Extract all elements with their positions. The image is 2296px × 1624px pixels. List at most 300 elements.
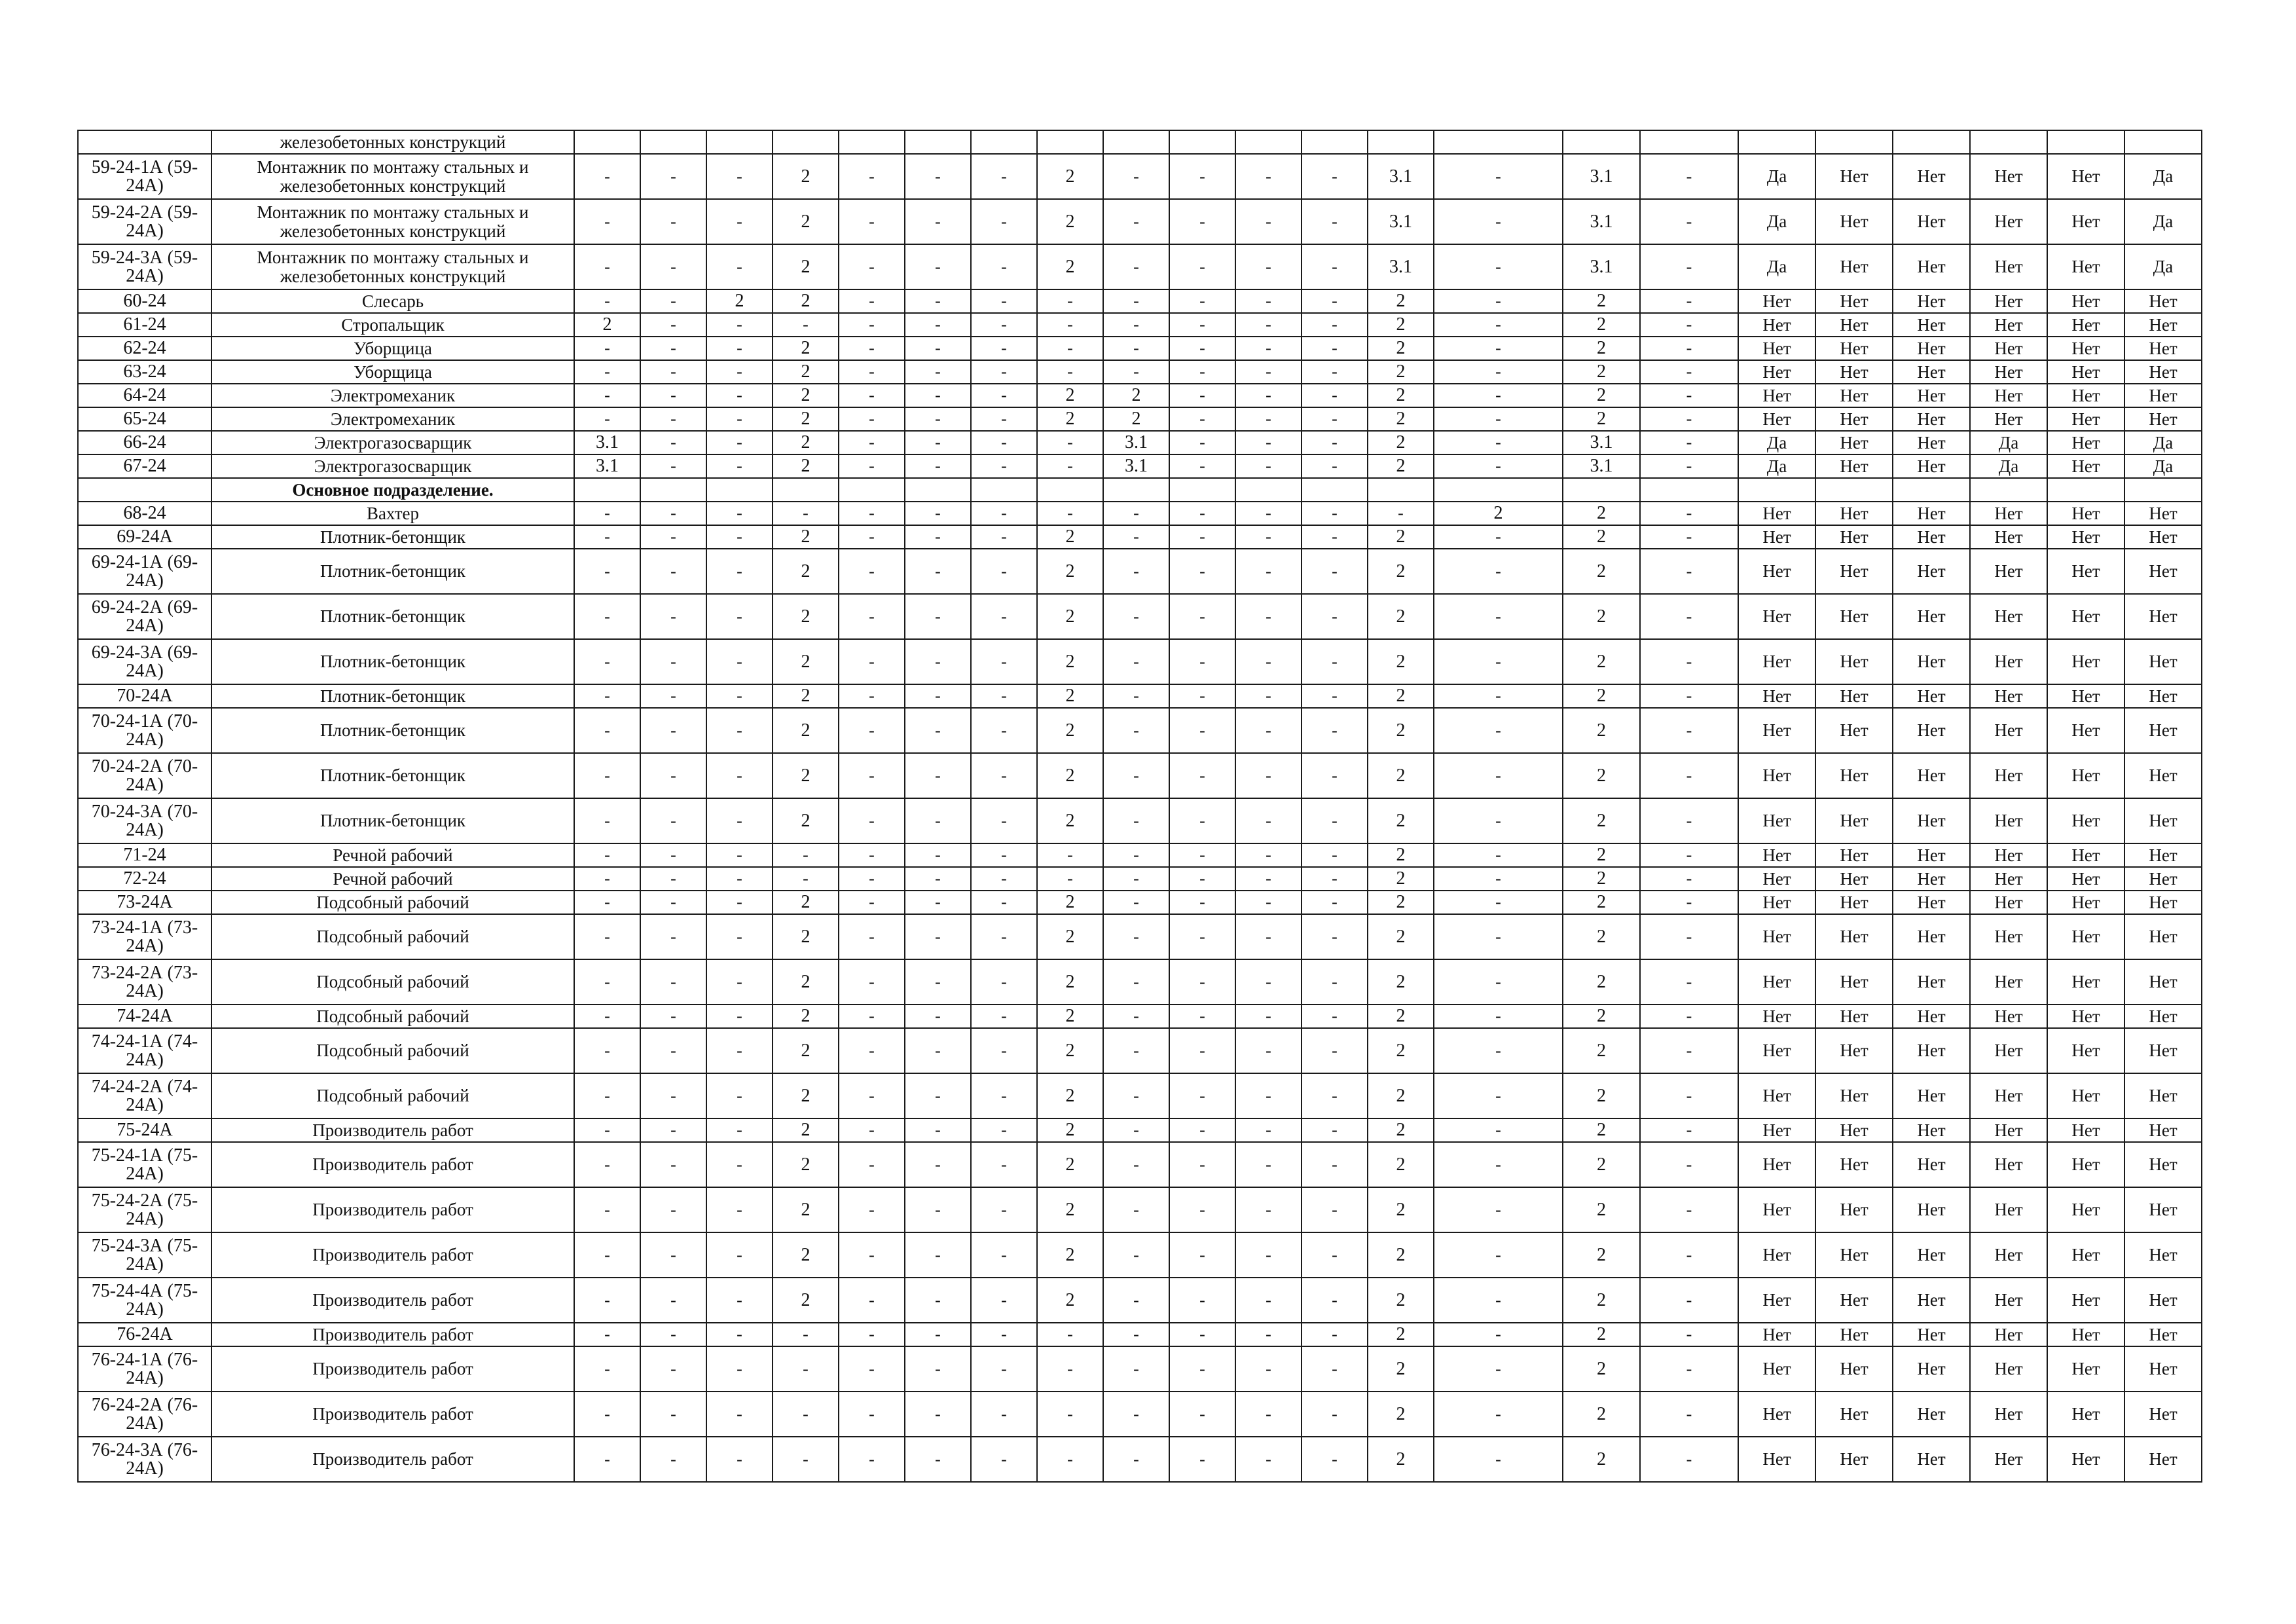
table-row [78, 594, 2202, 639]
yes-no-cell: Да [2124, 431, 2202, 454]
class-value-cell: - [1302, 708, 1368, 753]
class-value-cell: - [706, 1232, 773, 1278]
table-row [78, 199, 2202, 244]
yes-no-cell: Нет [1738, 313, 1815, 337]
class-value-cell: 2 [773, 1118, 839, 1142]
empty-cell [1563, 130, 1640, 154]
class-value-cell: 2 [1368, 384, 1434, 407]
yes-no-cell: Нет [1738, 337, 1815, 360]
workplace-code-cell: 75-24А [78, 1118, 211, 1142]
class-value-cell: 2 [1563, 843, 1640, 867]
class-value-cell: 2 [1434, 502, 1563, 525]
yes-no-cell: Нет [2124, 337, 2202, 360]
class-value-cell: 2 [1563, 337, 1640, 360]
class-value-cell: 2 [1037, 1278, 1103, 1323]
class-value-cell: - [1103, 684, 1169, 708]
class-value-cell: 3.1 [1563, 244, 1640, 289]
class-value-cell: - [1235, 1232, 1302, 1278]
class-value-cell: - [1235, 639, 1302, 684]
workplace-code-cell: 62-24 [78, 337, 211, 360]
class-value-cell: 2 [1563, 1437, 1640, 1482]
class-value-cell: 2 [1037, 1028, 1103, 1073]
class-value-cell: - [905, 914, 971, 959]
class-value-cell: - [1235, 289, 1302, 313]
yes-no-cell: Нет [1970, 1118, 2047, 1142]
empty-cell [640, 130, 706, 154]
yes-no-cell: Да [2124, 454, 2202, 478]
yes-no-cell: Нет [1970, 313, 2047, 337]
yes-no-cell: Нет [1738, 798, 1815, 843]
yes-no-cell: Нет [1815, 454, 1893, 478]
class-value-cell: - [839, 914, 905, 959]
class-value-cell: 2 [1037, 1187, 1103, 1232]
class-value-cell: - [839, 549, 905, 594]
yes-no-cell: Нет [2124, 525, 2202, 549]
workplace-code-cell: 75-24-2А (75-24А) [78, 1187, 211, 1232]
class-value-cell: - [773, 502, 839, 525]
yes-no-cell: Нет [2124, 1187, 2202, 1232]
yes-no-cell: Нет [2124, 384, 2202, 407]
class-value-cell: 2 [1563, 1005, 1640, 1028]
class-value-cell: - [1235, 1118, 1302, 1142]
class-value-cell: 2 [1037, 407, 1103, 431]
class-value-cell: - [1103, 1028, 1169, 1073]
class-value-cell: - [640, 1346, 706, 1392]
class-value-cell: - [1169, 1392, 1235, 1437]
class-value-cell: - [1640, 1073, 1738, 1118]
yes-no-cell: Нет [2124, 1346, 2202, 1392]
table-row [78, 959, 2202, 1005]
class-value-cell: - [971, 1073, 1037, 1118]
class-value-cell: - [1434, 337, 1563, 360]
class-value-cell: - [905, 154, 971, 199]
yes-no-cell: Нет [1815, 639, 1893, 684]
yes-no-cell: Нет [2047, 525, 2124, 549]
class-value-cell: - [1169, 639, 1235, 684]
workplace-code-cell: 76-24-3А (76-24А) [78, 1437, 211, 1482]
class-value-cell: 2 [773, 244, 839, 289]
class-value-cell: - [905, 1278, 971, 1323]
yes-no-cell: Нет [1738, 289, 1815, 313]
class-value-cell: - [1640, 798, 1738, 843]
class-value-cell: - [1103, 1118, 1169, 1142]
class-value-cell: - [574, 384, 640, 407]
class-value-cell: 2 [1563, 1392, 1640, 1437]
class-value-cell: - [1302, 454, 1368, 478]
yes-no-cell: Нет [2047, 360, 2124, 384]
class-value-cell: - [971, 199, 1037, 244]
class-value-cell: - [1037, 337, 1103, 360]
class-value-cell: - [1640, 407, 1738, 431]
class-value-cell: 2 [1563, 1073, 1640, 1118]
empty-cell [574, 130, 640, 154]
empty-cell [1037, 130, 1103, 154]
yes-no-cell: Нет [1893, 244, 1970, 289]
class-value-cell: - [706, 959, 773, 1005]
class-value-cell: - [839, 244, 905, 289]
class-value-cell: - [1434, 154, 1563, 199]
table-row [78, 1437, 2202, 1482]
class-value-cell: 2 [1037, 639, 1103, 684]
workplace-assessment-table [77, 130, 2202, 1483]
position-name-cell: Производитель работ [211, 1187, 574, 1232]
yes-no-cell: Да [1970, 454, 2047, 478]
class-value-cell: - [1640, 843, 1738, 867]
class-value-cell: - [1640, 1437, 1738, 1482]
position-name-cell: Монтажник по монтажу стальных и железобетонных конструкций [211, 199, 574, 244]
class-value-cell: - [1169, 154, 1235, 199]
class-value-cell: - [1302, 684, 1368, 708]
yes-no-cell: Нет [1815, 1118, 1893, 1142]
table-row [78, 684, 2202, 708]
class-value-cell: - [1103, 867, 1169, 891]
class-value-cell: - [1302, 753, 1368, 798]
class-value-cell: 2 [773, 525, 839, 549]
class-value-cell: - [905, 1437, 971, 1482]
yes-no-cell: Нет [1815, 1028, 1893, 1073]
class-value-cell: - [1103, 337, 1169, 360]
class-value-cell: - [706, 1187, 773, 1232]
position-name-cell: Уборщица [211, 337, 574, 360]
yes-no-cell: Нет [2124, 1278, 2202, 1323]
class-value-cell: - [1169, 199, 1235, 244]
yes-no-cell: Нет [1815, 525, 1893, 549]
class-value-cell: - [971, 594, 1037, 639]
class-value-cell: - [905, 549, 971, 594]
yes-no-cell: Нет [1738, 753, 1815, 798]
class-value-cell: 2 [1037, 914, 1103, 959]
class-value-cell: 2 [1037, 525, 1103, 549]
class-value-cell: - [706, 843, 773, 867]
class-value-cell: - [1169, 1073, 1235, 1118]
class-value-cell: - [839, 867, 905, 891]
class-value-cell: - [1169, 798, 1235, 843]
yes-no-cell: Нет [1893, 753, 1970, 798]
class-value-cell: - [1434, 753, 1563, 798]
class-value-cell: - [1169, 1005, 1235, 1028]
table-row [78, 549, 2202, 594]
empty-cell [2124, 478, 2202, 502]
class-value-cell: - [839, 384, 905, 407]
class-value-cell: - [706, 1005, 773, 1028]
class-value-cell: - [1235, 798, 1302, 843]
workplace-code-cell: 59-24-1А (59-24А) [78, 154, 211, 199]
yes-no-cell: Нет [1970, 549, 2047, 594]
class-value-cell: 2 [1563, 1232, 1640, 1278]
class-value-cell: 2 [706, 289, 773, 313]
class-value-cell: - [1640, 384, 1738, 407]
yes-no-cell: Нет [1738, 1028, 1815, 1073]
class-value-cell: - [640, 1232, 706, 1278]
class-value-cell: 2 [773, 914, 839, 959]
yes-no-cell: Нет [1893, 1187, 1970, 1232]
position-name-cell: Речной рабочий [211, 867, 574, 891]
yes-no-cell: Нет [1815, 199, 1893, 244]
class-value-cell: 3.1 [1368, 244, 1434, 289]
yes-no-cell: Нет [2124, 708, 2202, 753]
class-value-cell: - [706, 1028, 773, 1073]
class-value-cell: - [1302, 502, 1368, 525]
position-name-cell: Плотник-бетонщик [211, 798, 574, 843]
class-value-cell: - [1302, 1187, 1368, 1232]
class-value-cell: - [971, 1142, 1037, 1187]
class-value-cell: 2 [1368, 1437, 1434, 1482]
yes-no-cell: Нет [2124, 753, 2202, 798]
class-value-cell: - [1302, 867, 1368, 891]
class-value-cell: - [971, 313, 1037, 337]
yes-no-cell: Нет [2047, 1278, 2124, 1323]
position-name-cell: Монтажник по монтажу стальных и железобетонных конструкций [211, 244, 574, 289]
class-value-cell: - [1103, 891, 1169, 914]
class-value-cell: - [1235, 1323, 1302, 1346]
yes-no-cell: Нет [1815, 684, 1893, 708]
class-value-cell: - [1235, 244, 1302, 289]
class-value-cell: - [1434, 1278, 1563, 1323]
yes-no-cell: Нет [1970, 843, 2047, 867]
class-value-cell: - [1302, 431, 1368, 454]
class-value-cell: - [1434, 1437, 1563, 1482]
class-value-cell: - [1169, 244, 1235, 289]
table-body [78, 130, 2202, 1482]
class-value-cell: - [574, 867, 640, 891]
workplace-code-cell: 70-24-1А (70-24А) [78, 708, 211, 753]
class-value-cell: - [640, 867, 706, 891]
position-name-cell: Монтажник по монтажу стальных и железобетонных конструкций [211, 154, 574, 199]
class-value-cell: - [1103, 1437, 1169, 1482]
yes-no-cell: Нет [2047, 384, 2124, 407]
class-value-cell: - [574, 1073, 640, 1118]
class-value-cell: 2 [773, 1005, 839, 1028]
class-value-cell: 2 [1103, 384, 1169, 407]
class-value-cell: 2 [1037, 684, 1103, 708]
class-value-cell: - [905, 891, 971, 914]
workplace-code-cell: 61-24 [78, 313, 211, 337]
class-value-cell: - [1235, 431, 1302, 454]
class-value-cell: 2 [1563, 407, 1640, 431]
empty-cell [1640, 478, 1738, 502]
position-name-cell: Производитель работ [211, 1118, 574, 1142]
class-value-cell: - [839, 1005, 905, 1028]
class-value-cell: - [971, 867, 1037, 891]
class-value-cell: - [1434, 244, 1563, 289]
yes-no-cell: Да [2124, 244, 2202, 289]
workplace-code-cell: 76-24-1А (76-24А) [78, 1346, 211, 1392]
class-value-cell: - [574, 1232, 640, 1278]
class-value-cell: - [574, 525, 640, 549]
yes-no-cell: Нет [1970, 798, 2047, 843]
class-value-cell: - [905, 360, 971, 384]
position-name-cell: Слесарь [211, 289, 574, 313]
class-value-cell: 2 [1037, 384, 1103, 407]
class-value-cell: - [839, 1187, 905, 1232]
table-row [78, 843, 2202, 867]
class-value-cell: - [1640, 914, 1738, 959]
yes-no-cell: Нет [1738, 1437, 1815, 1482]
class-value-cell: - [1434, 843, 1563, 867]
yes-no-cell: Нет [1970, 1005, 2047, 1028]
yes-no-cell: Нет [2047, 1392, 2124, 1437]
class-value-cell: - [1169, 843, 1235, 867]
class-value-cell: - [1434, 313, 1563, 337]
yes-no-cell: Нет [1815, 914, 1893, 959]
class-value-cell: - [1640, 684, 1738, 708]
class-value-cell: - [574, 360, 640, 384]
class-value-cell: - [1037, 454, 1103, 478]
class-value-cell: - [574, 914, 640, 959]
yes-no-cell: Нет [1815, 1346, 1893, 1392]
empty-cell [1103, 130, 1169, 154]
yes-no-cell: Нет [1893, 914, 1970, 959]
class-value-cell: 2 [1563, 867, 1640, 891]
class-value-cell: 2 [1368, 1346, 1434, 1392]
class-value-cell: 2 [773, 431, 839, 454]
yes-no-cell: Нет [2047, 684, 2124, 708]
class-value-cell: 2 [1037, 1142, 1103, 1187]
empty-cell [1738, 130, 1815, 154]
class-value-cell: - [1434, 1392, 1563, 1437]
class-value-cell: 2 [773, 454, 839, 478]
yes-no-cell: Нет [2047, 289, 2124, 313]
yes-no-cell: Нет [1815, 594, 1893, 639]
table-row [78, 337, 2202, 360]
class-value-cell: 3.1 [1563, 154, 1640, 199]
class-value-cell: - [839, 594, 905, 639]
yes-no-cell: Нет [1815, 1187, 1893, 1232]
class-value-cell: - [1640, 431, 1738, 454]
class-value-cell: - [574, 1346, 640, 1392]
class-value-cell: - [706, 594, 773, 639]
class-value-cell: - [1103, 1142, 1169, 1187]
class-value-cell: - [640, 1073, 706, 1118]
class-value-cell: - [706, 708, 773, 753]
class-value-cell: 3.1 [1563, 431, 1640, 454]
class-value-cell: 2 [1037, 1118, 1103, 1142]
yes-no-cell: Нет [2047, 959, 2124, 1005]
class-value-cell: 3.1 [1103, 454, 1169, 478]
class-value-cell: - [1235, 154, 1302, 199]
class-value-cell: 2 [1037, 959, 1103, 1005]
class-value-cell: 2 [1368, 313, 1434, 337]
class-value-cell: - [1235, 313, 1302, 337]
class-value-cell: - [1302, 843, 1368, 867]
yes-no-cell: Нет [1893, 708, 1970, 753]
class-value-cell: 2 [1368, 1232, 1434, 1278]
class-value-cell: - [1169, 753, 1235, 798]
yes-no-cell: Нет [1970, 502, 2047, 525]
class-value-cell: - [706, 1118, 773, 1142]
class-value-cell: - [640, 502, 706, 525]
class-value-cell: - [640, 684, 706, 708]
workplace-code-cell: 69-24-2А (69-24А) [78, 594, 211, 639]
class-value-cell: - [1302, 891, 1368, 914]
class-value-cell: - [640, 959, 706, 1005]
table-row [78, 1005, 2202, 1028]
class-value-cell: - [1235, 684, 1302, 708]
class-value-cell: - [905, 407, 971, 431]
class-value-cell: 3.1 [1368, 199, 1434, 244]
class-value-cell: - [1302, 1142, 1368, 1187]
yes-no-cell: Нет [2124, 407, 2202, 431]
class-value-cell: - [1103, 1278, 1169, 1323]
class-value-cell: - [706, 1437, 773, 1482]
empty-cell [905, 478, 971, 502]
workplace-code-cell: 60-24 [78, 289, 211, 313]
class-value-cell: - [706, 313, 773, 337]
class-value-cell: - [971, 1005, 1037, 1028]
class-value-cell: 2 [773, 798, 839, 843]
class-value-cell: - [1169, 454, 1235, 478]
yes-no-cell: Нет [1893, 1232, 1970, 1278]
empty-cell [1169, 478, 1235, 502]
class-value-cell: 2 [1037, 594, 1103, 639]
class-value-cell: - [839, 360, 905, 384]
position-name-cell: Плотник-бетонщик [211, 525, 574, 549]
class-value-cell: - [640, 1005, 706, 1028]
yes-no-cell: Нет [1970, 1142, 2047, 1187]
empty-cell [1037, 478, 1103, 502]
class-value-cell: 2 [1037, 154, 1103, 199]
class-value-cell: - [905, 454, 971, 478]
class-value-cell: - [971, 891, 1037, 914]
yes-no-cell: Нет [1738, 1142, 1815, 1187]
class-value-cell: - [971, 360, 1037, 384]
yes-no-cell: Нет [1970, 639, 2047, 684]
class-value-cell: - [574, 337, 640, 360]
yes-no-cell: Нет [1970, 1073, 2047, 1118]
yes-no-cell: Нет [2124, 1232, 2202, 1278]
table-row [78, 1232, 2202, 1278]
workplace-code-cell: 59-24-2А (59-24А) [78, 199, 211, 244]
class-value-cell: - [971, 914, 1037, 959]
yes-no-cell: Нет [1815, 384, 1893, 407]
yes-no-cell: Нет [1738, 360, 1815, 384]
class-value-cell: - [1640, 1028, 1738, 1073]
class-value-cell: - [640, 753, 706, 798]
class-value-cell: 2 [773, 1028, 839, 1073]
yes-no-cell: Нет [1893, 431, 1970, 454]
class-value-cell: - [574, 244, 640, 289]
class-value-cell: - [706, 384, 773, 407]
class-value-cell: - [1235, 549, 1302, 594]
class-value-cell: - [706, 1142, 773, 1187]
workplace-code-cell: 76-24-2А (76-24А) [78, 1392, 211, 1437]
empty-cell [1815, 478, 1893, 502]
class-value-cell: - [1640, 1392, 1738, 1437]
class-value-cell: - [971, 1346, 1037, 1392]
class-value-cell: - [1103, 843, 1169, 867]
yes-no-cell: Нет [1893, 1346, 1970, 1392]
yes-no-cell: Нет [1815, 244, 1893, 289]
class-value-cell: - [839, 891, 905, 914]
class-value-cell: - [1235, 454, 1302, 478]
workplace-code-cell: 65-24 [78, 407, 211, 431]
class-value-cell: - [574, 594, 640, 639]
class-value-cell: - [1434, 959, 1563, 1005]
position-name-cell: Плотник-бетонщик [211, 753, 574, 798]
class-value-cell: - [1302, 594, 1368, 639]
workplace-code-cell: 66-24 [78, 431, 211, 454]
class-value-cell: - [971, 684, 1037, 708]
workplace-code-cell: 70-24А [78, 684, 211, 708]
yes-no-cell: Нет [2124, 1142, 2202, 1187]
yes-no-cell: Нет [1738, 1073, 1815, 1118]
class-value-cell: - [640, 337, 706, 360]
yes-no-cell: Нет [1738, 549, 1815, 594]
class-value-cell: 2 [1368, 1278, 1434, 1323]
empty-cell [839, 130, 905, 154]
class-value-cell: - [1169, 914, 1235, 959]
yes-no-cell: Нет [2047, 313, 2124, 337]
